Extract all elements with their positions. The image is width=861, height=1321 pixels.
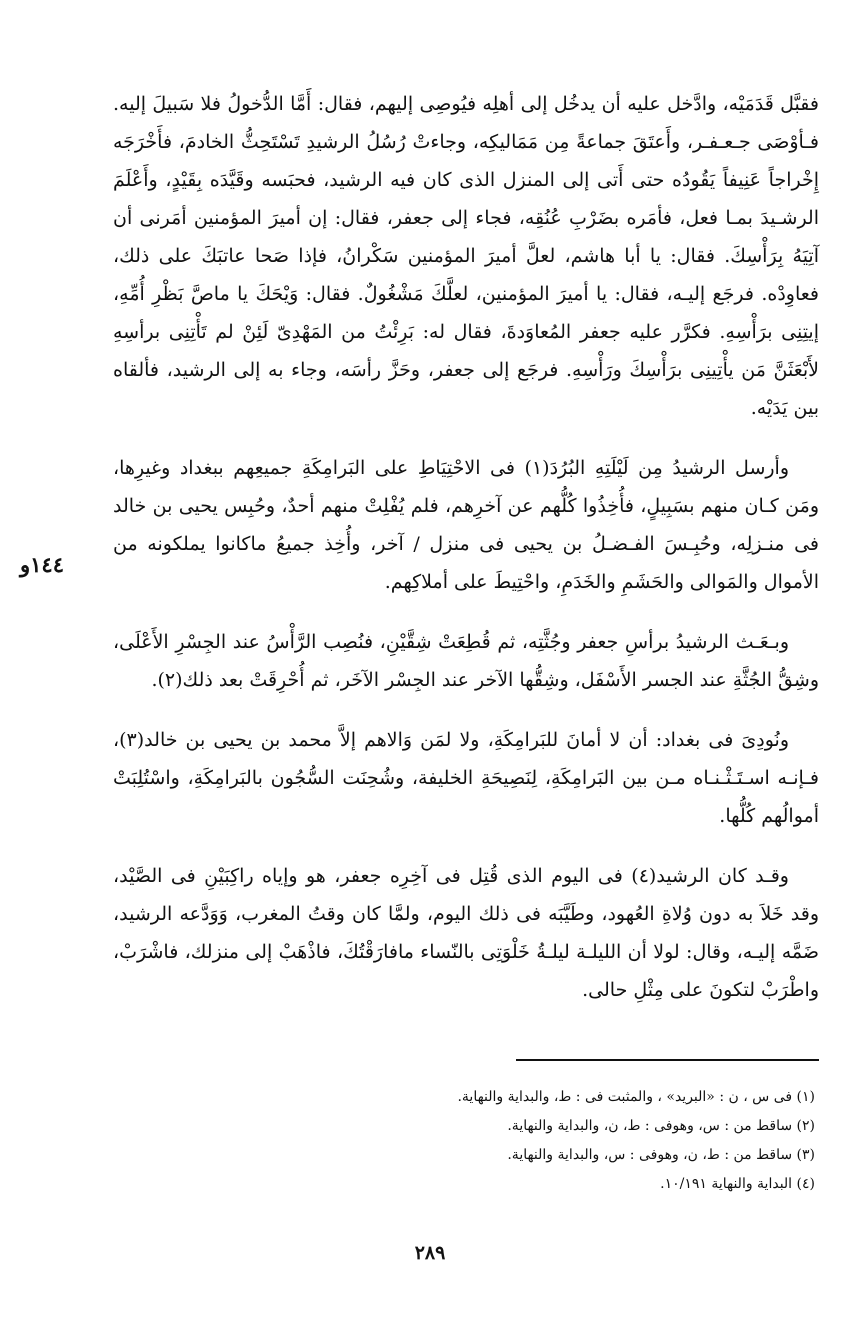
paragraph-2: وأرسل الرشيدُ مِن لَيْلَتِهِ البُرُدَ(١) فى الاحْتِيَاطِ على البَرامِكَةِ جميعِهم ببغداد وغيرِها، ومَن كـان منهم بسَبِيلٍ، فأُخِذُوا كُلُّهم عن آخرِهم، فلم يُفْلِتْ منهم أحدٌ، وحُبِس يحيى بن خالد فى منـزلِه، وحُبِـسَ الفـضـلُ بن يحيى فى منزل / آخر، وأُخِذ جميعُ ماكانوا يملكونه من الأموال والمَوالى والحَشَمِ والخَدَمِ، واحْتِيطَ على أملاكِهم. [113, 457, 819, 593]
paragraph-3: وبـعَـث الرشيدُ برأسِ جعفر وجُثَّتِه، ثم قُطِعَتْ شِقَّيْنِ، فنُصِب الرَّأْسُ عند الجِسْرِ الأَعْلَى، وشِقُّ الجُثَّةِ عند الجسر الأَسْفَل، وشِقُّها الآخر عند الجِسْر الآخَر، ثم أُحْرِقَتْ بعد ذلك(٢). [113, 631, 819, 691]
footnote-2: (٢) ساقط من : س، وهوفى : ط، ن، والبداية والنهاية. [507, 1118, 815, 1134]
footnote-3: (٣) ساقط من : ط، ن، وهوفى : س، والبداية والنهاية. [507, 1147, 815, 1163]
footnote-1: (١) فى س ، ن : «البريد» ، والمثبت فى : ط، والبداية والنهاية. [457, 1089, 815, 1105]
page-number: ٢٨٩ [414, 1242, 446, 1264]
footnotes [300, 1083, 815, 1199]
footnote-4: (٤) البداية والنهاية ١٠/١٩١. [660, 1176, 815, 1192]
footnote-divider [516, 1059, 819, 1061]
main-text [113, 85, 819, 1009]
paragraph-5: وقـد كان الرشيد(٤) فى اليوم الذى قُتِل فى آخِرِه جعفر، هو وإياه راكِبَيْنِ فى الصَّيْد، وقد خَلاَ به دون وُلاةِ العُهود، وطَيَّبَه فى ذلك اليوم، ولمَّا كان وقتُ المغرب، وَوَدَّعه الرشيد، ضَمَّه إليـه، وقال: لولا أن الليلـة ليلـةُ خَلْوَتِى بالنّساء مافارَقْتُكَ، فاذْهَبْ إلى منزلك، فاشْرَبْ، واطْرَبْ لتكونَ على مِثْلِ حالى. [113, 865, 819, 1001]
manuscript-folio-marker: ١٤٤و [20, 552, 64, 577]
paragraph-1: فقبَّل قَدَمَيْه، وادَّخل عليه أن يدخُل إلى أهلِه فيُوصِى إليهم، فقال: أَمَّا الدُّخولُ فلا سَبيلَ إليه. فـأوْصَى جـعـفـر، وأَعتَقَ جماعةً مِن مَمَاليكِه، وجاءتْ رُسُلُ الرشيدِ تَسْتَحِثُّ الخادمَ، فأَخْرَجَه إِخْراجاً عَنِيفاً يَقُودُه حتى أَتى إلى المنزل الذى كان فيه الرشيد، فحبَسه وقَيَّدَه بِقَيْدٍ، وأَعْلَمَ الرشـيدَ بمـا فعل، فأمَره بضَرْبِ عُنُقِه، فجاء إلى جعفر، فقال: إن أميرَ المؤمنين أمَرنى أن آتِيَهُ بِرَأْسِكَ. فقال: يا أبا هاشم، لعلَّ أميرَ المؤمنين سَكْرانُ، فإذا صَحا عاتبَكَ على ذلك، فعاوِدْه. فرجَع إليـه، فقال: يا أميرَ المؤمنين، لعلَّكَ مَشْغُولٌ. فقال: وَيْحَكَ يا ماصَّ بَظْرِ أُمِّهِ، إيتِنِى برَأْسِهِ. فكرَّر عليه جعفر المُعاوَدةَ، فقال له: بَرِئْتُ من المَهْدِىّ لَئِنْ لم تَأْتِنِى برأسِهِ لأَبْعَثَنَّ مَن يأْتِينِى برَأْسِكَ ورَأْسِهِ. فرجَع إلى جعفر، وحَزَّ رأسَه، وجاء به إلى الرشيد، فألقاه بين يَدَيْه. [113, 93, 819, 419]
paragraph-4: ونُودِىَ فى بغداد: أن لا أمانَ للبَرامِكَةِ، ولا لمَن وَالاهم إلاَّ محمد بن يحيى بن خالد(٣)، فـإنـه اسـتَـثْـنـاه مـن بين البَرامِكَةِ، لِنَصِيحَةِ الخليفة، وشُحِنَت السُّجُون بالبَرامِكَةِ، واسْتُلِبَتْ أموالُهم كُلُّها. [113, 729, 819, 827]
